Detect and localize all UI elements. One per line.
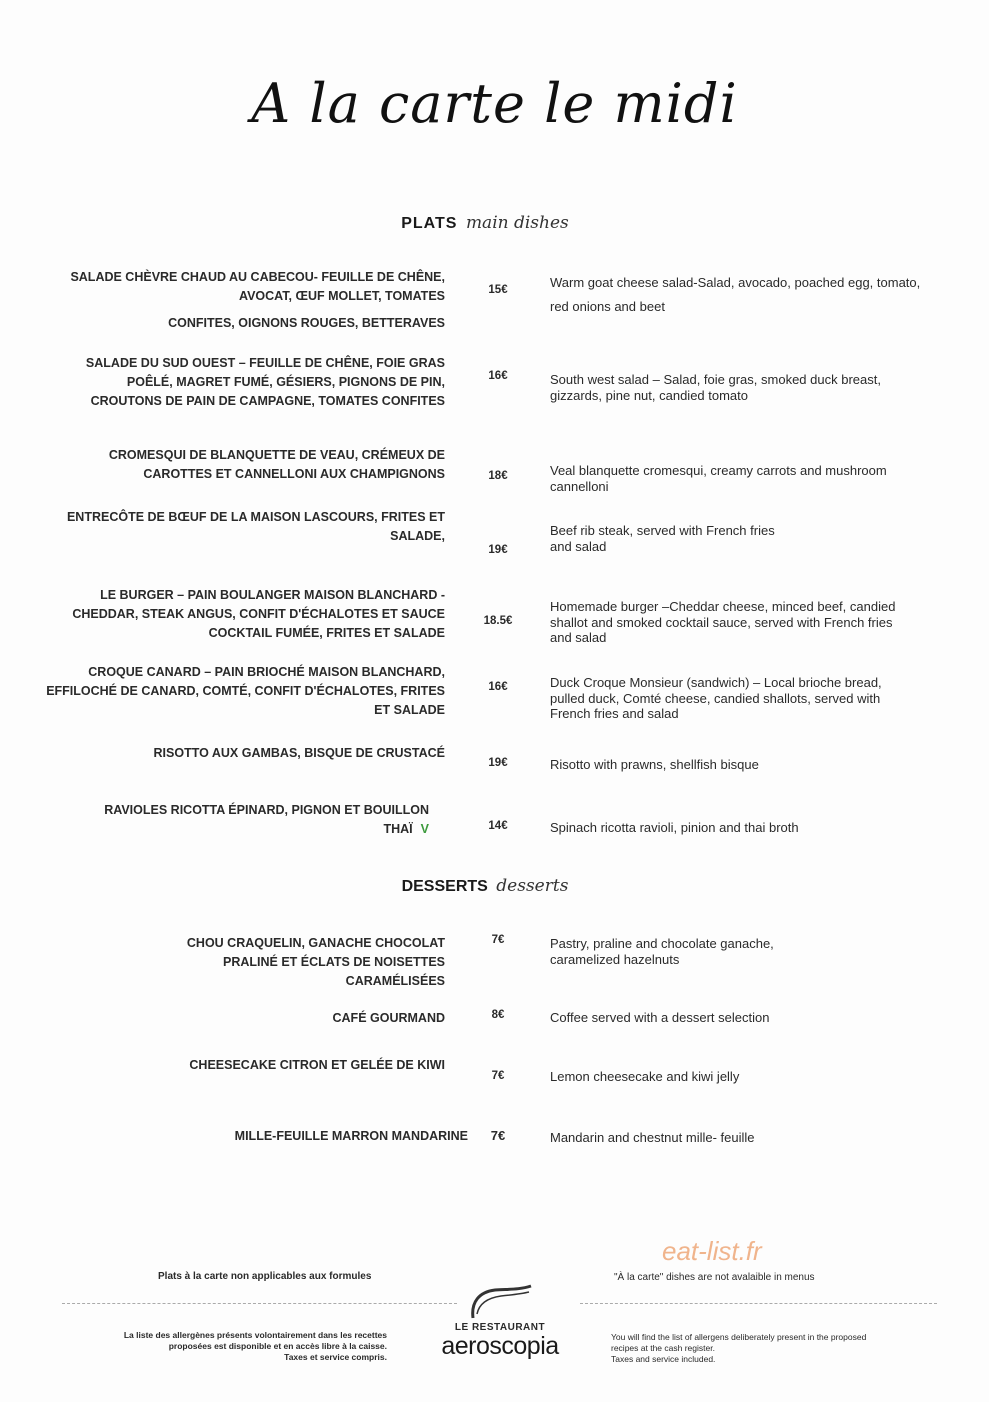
dish-2-price: 16€ xyxy=(488,370,508,382)
dish-1-price: 15€ xyxy=(488,284,508,296)
dish-8-fr xyxy=(89,801,445,839)
dish-3-fr: CROMESQUI DE BLANQUETTE DE VEAU, CRÉMEUX DE CAROTTES ET CANNELLONI AUX CHAMPIGNONS xyxy=(108,448,445,481)
restaurant-logo xyxy=(410,1284,590,1359)
footer-note-en: "À la carte" dishes are not avalaible in menus xyxy=(614,1272,815,1283)
logo-label: LE RESTAURANT xyxy=(454,1322,546,1333)
vegetarian-icon: V xyxy=(420,822,429,836)
dish-1-fr: SALADE CHÈVRE CHAUD AU CABECOU- FEUILLE DE CHÊNE, AVOCAT, ŒUF MOLLET, TOMATES xyxy=(70,270,445,303)
dessert-1-fr: CHOU CRAQUELIN, GANACHE CHOCOLAT PRALINÉ ET ÉCLATS DE NOISETTES CARAMÉLISÉES xyxy=(186,936,445,988)
dish-1-en: Warm goat cheese salad-Salad, avocado, poached egg, tomato, red onions and beet xyxy=(550,275,921,314)
allergens-en-text: You will find the list of allergens deliberately present in the proposed recipes at the cash register. xyxy=(611,1332,867,1353)
dish-4-en: Beef rib steak, served with French fries and salad xyxy=(550,523,775,554)
dessert-4-fr: MILLE-FEUILLE MARRON MANDARINE xyxy=(234,1129,468,1143)
plane-swoosh-icon xyxy=(465,1284,535,1322)
plats-heading-label: PLATS xyxy=(401,215,458,232)
dish-4-price: 19€ xyxy=(488,544,508,556)
footer-divider-right xyxy=(580,1303,937,1304)
dessert-4-price: 7€ xyxy=(490,1128,506,1143)
allergens-fr-text: La liste des allergènes présents volontairement dans les recettes proposées est disponible et en accès libre à la caisse. xyxy=(123,1330,387,1351)
dish-1-fr-extra: CONFITES, OIGNONS ROUGES, BETTERAVES xyxy=(168,316,445,330)
logo-name: aeroscopia xyxy=(441,1332,559,1360)
dessert-2-price: 8€ xyxy=(491,1009,505,1021)
dessert-3-fr: CHEESECAKE CITRON ET GELÉE DE KIWI xyxy=(189,1058,445,1072)
dessert-1-price: 7€ xyxy=(491,934,505,946)
allergens-fr xyxy=(92,1330,387,1363)
dessert-4-en: Mandarin and chestnut mille- feuille xyxy=(550,1130,755,1145)
plats-heading xyxy=(0,213,970,233)
desserts-heading-sub: desserts xyxy=(496,876,569,896)
dish-5-price: 18.5€ xyxy=(483,615,513,627)
dish-4-fr: ENTRECÔTE DE BŒUF DE LA MAISON LASCOURS, FRITES ET SALADE, xyxy=(66,510,445,543)
dish-7-fr: RISOTTO AUX GAMBAS, BISQUE DE CRUSTACÉ xyxy=(153,746,445,760)
dish-5-fr: LE BURGER – PAIN BOULANGER MAISON BLANCHARD - CHEDDAR, STEAK ANGUS, CONFIT D'ÉCHALOTES ET SAUCE COCKTAIL FUMÉE, FRITES ET SALADE xyxy=(72,588,445,640)
dessert-1-en: Pastry, praline and chocolate ganache, caramelized hazelnuts xyxy=(550,936,774,967)
menu-title: A la carte le midi xyxy=(251,72,738,135)
desserts-heading xyxy=(0,876,970,896)
footer-divider-left xyxy=(62,1303,457,1304)
dish-3-en: Veal blanquette cromesqui, creamy carrots and mushroom cannelloni xyxy=(550,463,887,494)
taxes-fr: Taxes et service compris. xyxy=(284,1352,387,1362)
dish-5-en: Homemade burger –Cheddar cheese, minced beef, candied shallot and smoked cocktail sauce, served with French fries and salad xyxy=(550,599,896,645)
dessert-2-fr: CAFÉ GOURMAND xyxy=(332,1011,445,1025)
desserts-heading-label: DESSERTS xyxy=(401,878,488,895)
allergens-en xyxy=(611,1332,891,1365)
dessert-2-en: Coffee served with a dessert selection xyxy=(550,1010,770,1025)
dish-6-price: 16€ xyxy=(488,681,508,693)
dessert-3-price: 7€ xyxy=(491,1070,505,1082)
dish-7-en: Risotto with prawns, shellfish bisque xyxy=(550,757,759,772)
dish-8-price: 14€ xyxy=(488,820,508,832)
dish-7-price: 19€ xyxy=(488,757,508,769)
taxes-en: Taxes and service included. xyxy=(611,1354,716,1364)
footer-note-fr: Plats à la carte non applicables aux formules xyxy=(158,1271,372,1282)
plats-heading-sub: main dishes xyxy=(465,213,569,233)
watermark: eat-list.fr xyxy=(662,1236,762,1266)
dish-2-fr: SALADE DU SUD OUEST – FEUILLE DE CHÊNE, FOIE GRAS POÊLÉ, MAGRET FUMÉ, GÉSIERS, PIGNONS DE PIN, CROUTONS DE PAIN DE CAMPAGNE, TOMATES CONFITES xyxy=(85,356,445,408)
dish-2-en: South west salad – Salad, foie gras, smoked duck breast, gizzards, pine nut, candied tomato xyxy=(550,372,881,403)
dish-6-en: Duck Croque Monsieur (sandwich) – Local brioche bread, pulled duck, Comté cheese, candied shallots, served with French fries and salad xyxy=(550,675,882,721)
dish-6-fr: CROQUE CANARD – PAIN BRIOCHÉ MAISON BLANCHARD, EFFILOCHÉ DE CANARD, COMTÉ, CONFIT D'ÉCHALOTES, FRITES ET SALADE xyxy=(46,665,445,717)
dish-8-en: Spinach ricotta ravioli, pinion and thai broth xyxy=(550,820,799,835)
dish-8-fr-text: RAVIOLES RICOTTA ÉPINARD, PIGNON ET BOUILLON THAÏ xyxy=(104,803,429,836)
dish-3-price: 18€ xyxy=(488,470,508,482)
dessert-3-en: Lemon cheesecake and kiwi jelly xyxy=(550,1069,740,1084)
